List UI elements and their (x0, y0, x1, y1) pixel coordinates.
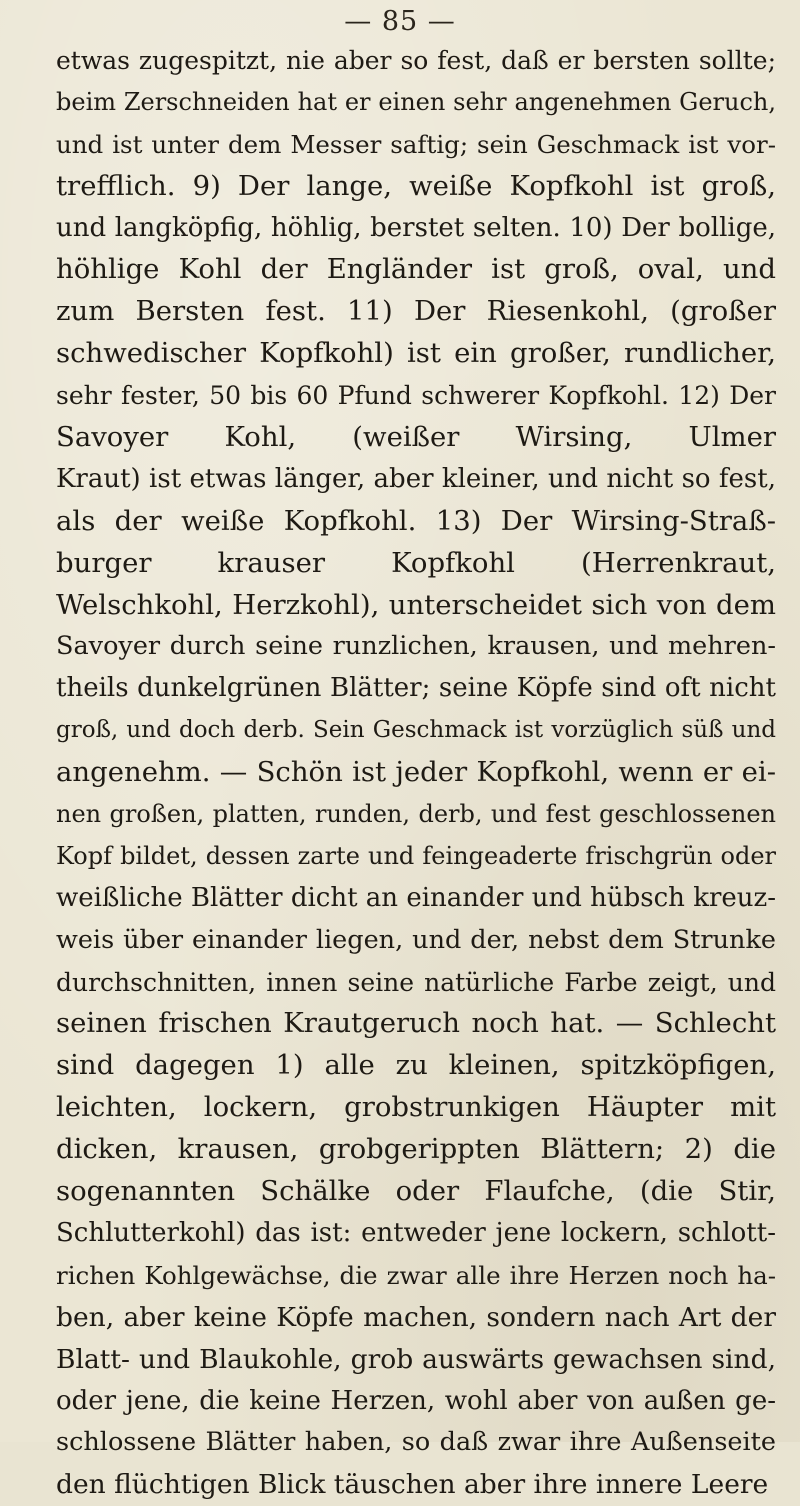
text-line: seinen frischen Krautgeruch noch hat. — Schlecht (56, 1007, 776, 1040)
text-line: als der weiße Kopfkohl. 13) Der Wirsing-Straß- (56, 504, 776, 537)
text-line: angenehm. — Schön ist jeder Kopfkohl, wenn er ei- (56, 756, 776, 789)
text-line: richen Kohlgewächse, die zwar alle ihre Herzen noch ha- (56, 1260, 776, 1290)
text-line: burger krauser Kopfkohl (Herrenkraut, (56, 546, 776, 579)
text-line: etwas zugespitzt, nie aber so fest, daß er bersten sollte; (56, 46, 776, 75)
text-line: schlossene Blätter haben, so daß zwar ihre Außenseite (56, 1427, 776, 1458)
text-line: Blatt- und Blaukohle, grob auswärts gewachsen sind, (56, 1343, 776, 1375)
text-line: Schlutterkohl) das ist: entweder jene lockern, schlott- (56, 1217, 776, 1248)
text-line: ben, aber keine Köpfe machen, sondern nach Art der (56, 1301, 776, 1333)
text-line: schwedischer Kopfkohl) ist ein großer, rundlicher, (56, 337, 776, 370)
text-line: und langköpfig, höhlig, berstet selten. 10) Der bollige, (56, 212, 776, 243)
text-line: und ist unter dem Messer saftig; sein Geschmack ist vor- (56, 129, 776, 159)
text-line: den flüchtigen Blick täuschen aber ihre innere Leere (56, 1469, 769, 1501)
page-number: — 85 — (344, 6, 456, 37)
text-line: Savoyer durch seine runzlichen, krausen, und mehren- (56, 631, 776, 662)
text-line: höhlige Kohl der Engländer ist groß, oval, und (56, 253, 776, 286)
text-line: theils dunkelgrünen Blätter; seine Köpfe sind oft nicht (56, 673, 776, 704)
text-line: zum Bersten fest. 11) Der Riesenkohl, (großer (56, 295, 776, 328)
text-line: sehr fester, 50 bis 60 Pfund schwerer Kopfkohl. 12) Der (56, 381, 776, 411)
text-line: dicken, krausen, grobgerippten Blättern; 2) die (56, 1133, 776, 1166)
text-line: groß, und doch derb. Sein Geschmack ist vorzüglich süß und (56, 717, 776, 744)
body-text (56, 40, 776, 1506)
text-line: nen großen, platten, runden, derb, und fest geschlossenen (56, 800, 776, 829)
text-line: durchschnitten, innen seine natürliche Farbe zeigt, und (56, 967, 776, 997)
text-line: sind dagegen 1) alle zu kleinen, spitzköpfigen, (56, 1049, 776, 1082)
text-line: Savoyer Kohl, (weißer Wirsing, Ulmer (56, 421, 776, 454)
text-line: oder jene, die keine Herzen, wohl aber von außen ge- (56, 1385, 776, 1416)
text-line: Kraut) ist etwas länger, aber kleiner, und nicht so fest, (56, 463, 776, 494)
text-line: Kopf bildet, dessen zarte und feingeaderte frischgrün oder (56, 841, 776, 870)
text-line: weißliche Blätter dicht an einander und hübsch kreuz- (56, 882, 776, 913)
text-line: sogenannten Schälke oder Flaufche, (die Stir, (56, 1175, 776, 1208)
text-line: trefflich. 9) Der lange, weiße Kopfkohl ist groß, (56, 169, 776, 202)
text-line: leichten, lockern, grobstrunkigen Häupter mit (56, 1091, 776, 1124)
text-line: weis über einander liegen, und der, nebst dem Strunke (56, 924, 776, 955)
text-line: Welschkohl, Herzkohl), unterscheidet sich von dem (56, 588, 776, 621)
text-line: beim Zerschneiden hat er einen sehr angenehmen Geruch, (56, 87, 776, 116)
